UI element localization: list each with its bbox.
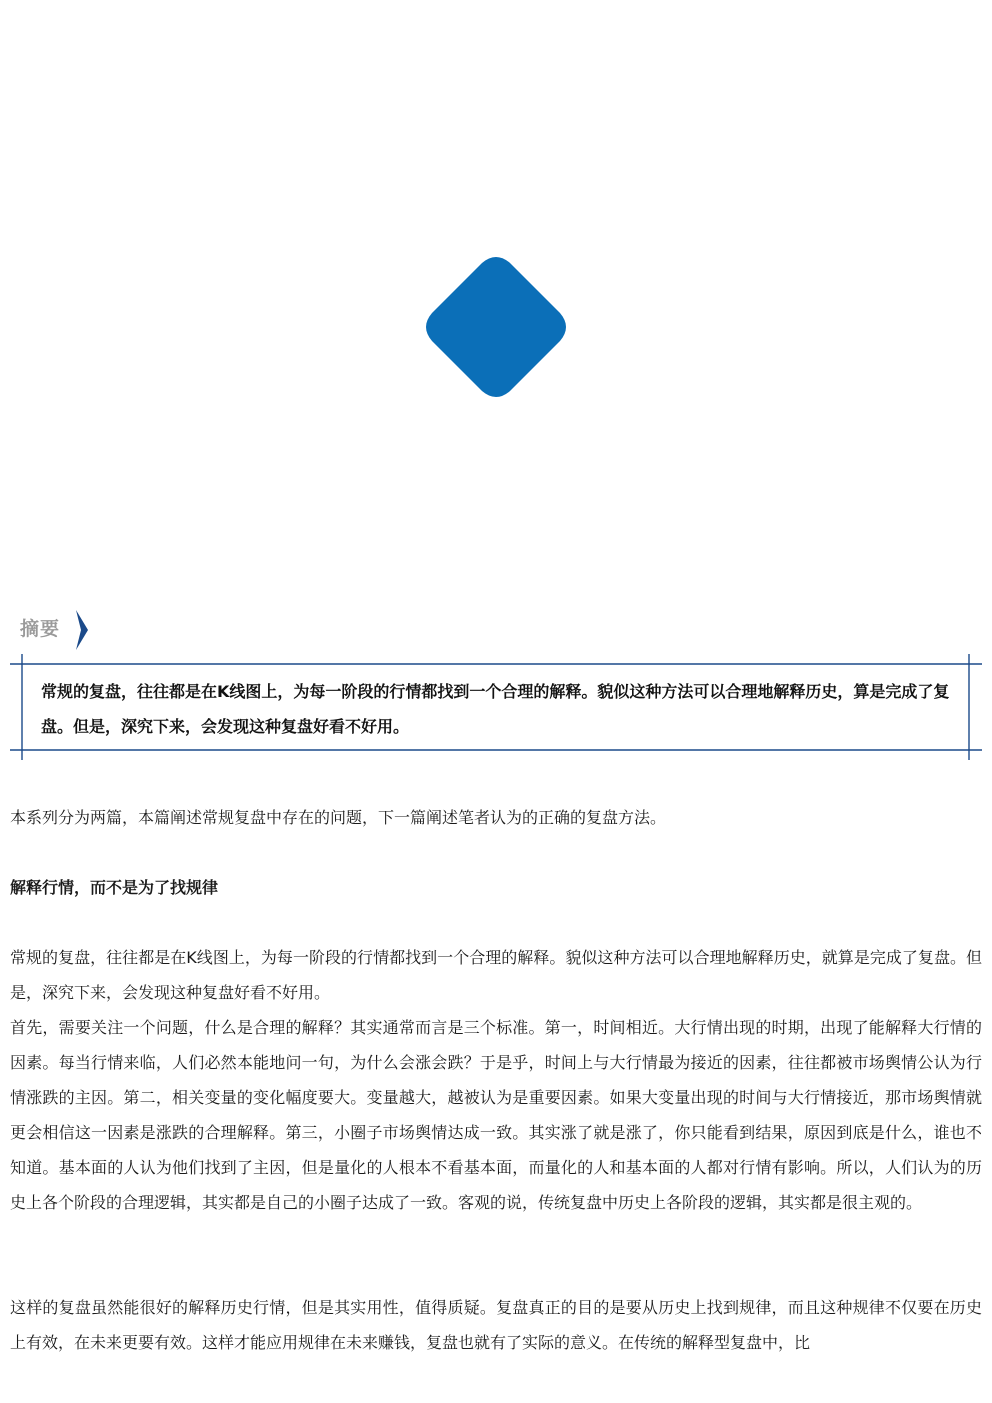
- paragraph-2: 首先，需要关注一个问题，什么是合理的解释？其实通常而言是三个标准。第一，时间相近。大行情出现的时期，出现了能解释大行情的因素。每当行情来临，人们必然本能地问一句，为什么会涨会跌？于是乎，时间上与大行情最为接近的因素，往往都被市场舆情公认为行情涨跌的主因。第二，相关变量的变化幅度要大。变量越大，越被认为是重要因素。如果大变量出现的时间与大行情接近，那市场舆情就更会相信这一因素是涨跌的合理解释。第三，小圈子市场舆情达成一致。其实涨了就是涨了，你只能看到结果，原因到底是什么，谁也不知道。基本面的人认为他们找到了主因，但是量化的人根本不看基本面，而量化的人和基本面的人都对行情有影响。所以，人们认为的历史上各个阶段的合理逻辑，其实都是自己的小圈子达成了一致。客观的说，传统复盘中历史上各阶段的逻辑，其实都是很主观的。: [10, 1018, 982, 1212]
- arrow-right-icon: [75, 610, 89, 650]
- paragraph-1: 常规的复盘，往往都是在K线图上，为每一阶段的行情都找到一个合理的解释。貌似这种方法可以合理地解释历史，就算是完成了复盘。但是，深究下来，会发现这种复盘好看不好用。: [10, 948, 982, 1002]
- intro-paragraph: 本系列分为两篇，本篇阐述常规复盘中存在的问题，下一篇阐述笔者认为的正确的复盘方法。: [10, 808, 667, 827]
- abstract-label: 摘要: [20, 618, 61, 640]
- paragraph-3: 这样的复盘虽然能很好的解释历史行情，但是其实用性，值得质疑。复盘真正的目的是要从历史上找到规律，而且这种规律不仅要在历史上有效，在未来更要有效。这样才能应用规律在未来赚钱，复盘也就有了实际的意义。在传统的解释型复盘中，比: [10, 1298, 982, 1352]
- blue-diamond-icon: [424, 255, 568, 399]
- section-heading: 解释行情，而不是为了找规律: [10, 878, 219, 897]
- abstract-text: 常规的复盘，往往都是在K线图上，为每一阶段的行情都找到一个合理的解释。貌似这种方法可以合理地解释历史，算是完成了复盘。但是，深究下来，会发现这种复盘好看不好用。: [41, 682, 950, 736]
